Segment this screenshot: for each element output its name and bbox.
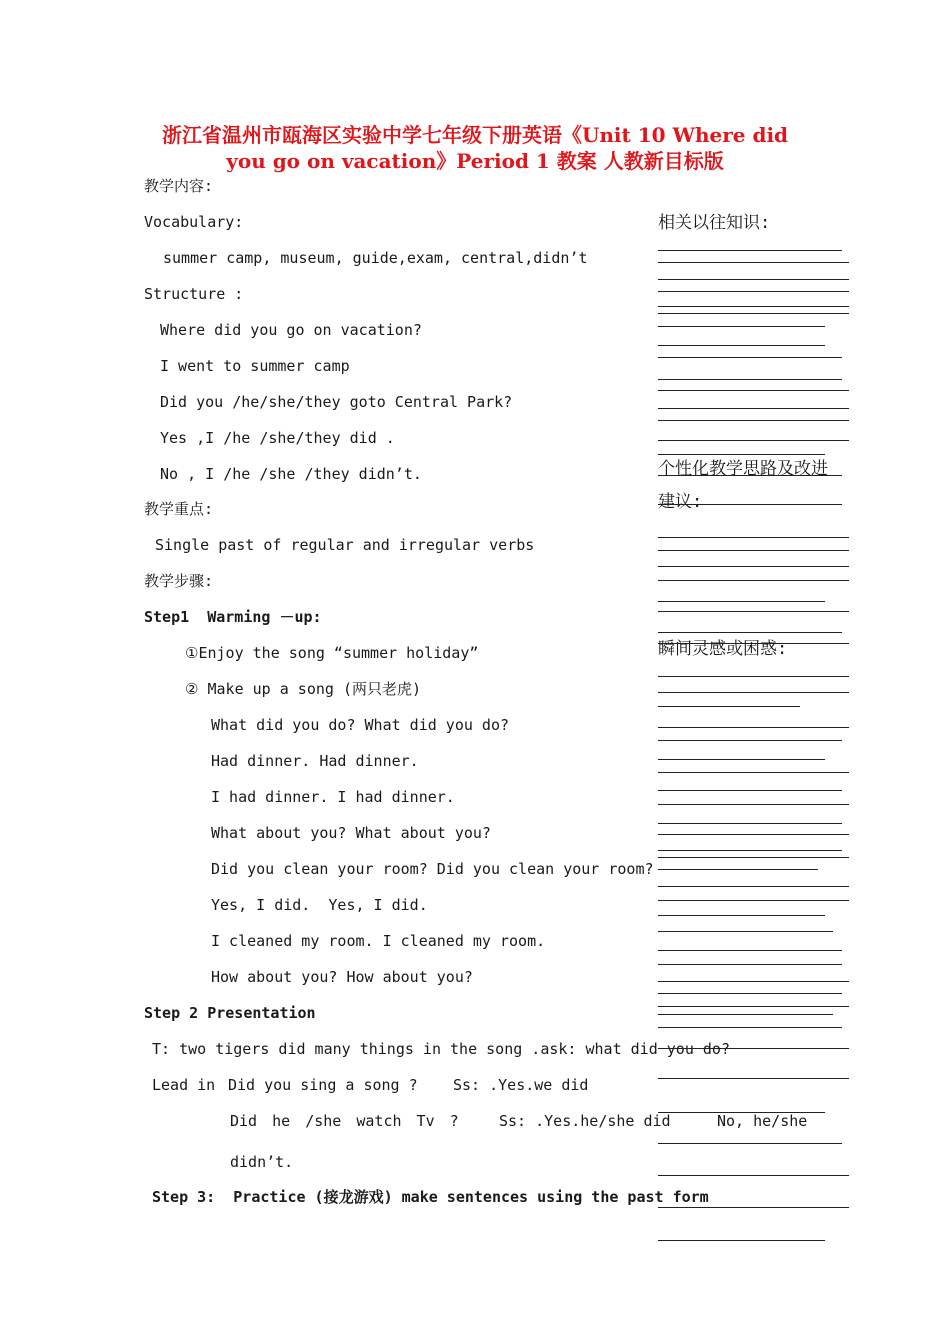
note-line bbox=[658, 1027, 842, 1028]
lead-in-answer: Ss: .Yes.he/she did bbox=[499, 1112, 671, 1130]
key-points-heading: 教学重点: bbox=[144, 500, 214, 518]
note-line bbox=[658, 454, 825, 455]
note-line bbox=[658, 408, 849, 409]
note-line bbox=[658, 1006, 849, 1007]
note-line bbox=[658, 759, 825, 760]
note-line bbox=[658, 1240, 825, 1241]
note-line bbox=[658, 804, 849, 805]
note-line bbox=[658, 504, 842, 505]
content-heading: 教学内容: bbox=[144, 177, 214, 195]
note-line bbox=[658, 740, 842, 741]
note-line bbox=[658, 834, 849, 835]
step1-item: ② Make up a song (两只老虎) bbox=[185, 680, 422, 698]
title-line-1: 浙江省温州市瓯海区实验中学七年级下册英语《Unit 10 Where did bbox=[161, 123, 789, 147]
structure-line: Where did you go on vacation? bbox=[160, 321, 422, 339]
song-line: Yes, I did. Yes, I did. bbox=[211, 896, 428, 914]
note-line bbox=[658, 981, 849, 982]
note-line bbox=[658, 869, 818, 870]
note-line bbox=[658, 279, 849, 280]
note-line bbox=[658, 950, 842, 951]
note-line bbox=[658, 1078, 849, 1079]
note-line bbox=[658, 537, 849, 538]
lead-in-answer-tail: No, he/she bbox=[717, 1112, 808, 1130]
song-line: What did you do? What did you do? bbox=[211, 716, 510, 734]
note-line bbox=[658, 900, 849, 901]
structure-line: No , I /he /she /they didn’t. bbox=[160, 465, 422, 483]
song-line: Had dinner. Had dinner. bbox=[211, 752, 419, 770]
note-line bbox=[658, 632, 842, 633]
note-line bbox=[658, 390, 849, 391]
note-line bbox=[658, 291, 849, 292]
note-line bbox=[658, 676, 849, 677]
structure-line: I went to summer camp bbox=[160, 357, 350, 375]
note-line bbox=[658, 1014, 833, 1015]
lead-in-question: Did you sing a song ? bbox=[228, 1076, 418, 1094]
note-line bbox=[658, 306, 849, 307]
inspiration-label: 瞬间灵感或困惑: bbox=[658, 639, 788, 659]
note-line bbox=[658, 1207, 849, 1208]
note-line bbox=[658, 1048, 849, 1049]
note-line bbox=[658, 931, 833, 932]
step1-title: Step1 Warming －up: bbox=[144, 608, 322, 626]
note-line bbox=[658, 1112, 825, 1113]
song-line: Did you clean your room? Did you clean your room? bbox=[211, 860, 654, 878]
song-line: What about you? What about you? bbox=[211, 824, 491, 842]
step3-title: Step 3: Practice (接龙游戏) make sentences using the past form bbox=[152, 1188, 709, 1206]
note-line bbox=[658, 550, 849, 551]
note-line bbox=[658, 611, 849, 612]
note-line bbox=[658, 915, 825, 916]
structure-line: Did you /he/she/they goto Central Park? bbox=[160, 393, 513, 411]
lead-in-answer: Ss: .Yes.we did bbox=[453, 1076, 589, 1094]
step1-item: ①Enjoy the song “summer holiday” bbox=[185, 644, 479, 662]
note-line bbox=[658, 727, 849, 728]
document-title bbox=[120, 122, 830, 174]
structure-label: Structure : bbox=[144, 285, 244, 303]
lead-in-label: Lead in bbox=[152, 1076, 216, 1094]
step2-title: Step 2 Presentation bbox=[144, 1004, 316, 1022]
note-line bbox=[658, 345, 825, 346]
note-line bbox=[658, 706, 800, 707]
note-line bbox=[658, 262, 849, 263]
title-line-2: you go on vacation》Period 1 教案 人教新目标版 bbox=[226, 149, 724, 173]
note-line bbox=[658, 601, 825, 602]
note-line bbox=[658, 250, 842, 251]
note-line bbox=[658, 643, 849, 644]
note-line bbox=[658, 857, 849, 858]
structure-line: Yes ,I /he /she/they did . bbox=[160, 429, 395, 447]
note-line bbox=[658, 440, 849, 441]
vocabulary-words: summer camp, museum, guide,exam, central,didn’t bbox=[163, 249, 588, 267]
personal-ideas-label-line1: 个性化教学思路及改进 bbox=[658, 459, 828, 479]
lead-in-question: Did he /she watch Tv ? bbox=[230, 1112, 459, 1130]
note-line bbox=[658, 692, 849, 693]
song-line: I had dinner. I had dinner. bbox=[211, 788, 455, 806]
note-line bbox=[658, 566, 849, 567]
lead-in-answer-continued: didn’t. bbox=[230, 1153, 294, 1171]
note-line bbox=[658, 313, 849, 314]
song-line: How about you? How about you? bbox=[211, 968, 473, 986]
note-line bbox=[658, 1175, 849, 1176]
note-line bbox=[658, 823, 842, 824]
note-line bbox=[658, 850, 842, 851]
note-line bbox=[658, 1143, 842, 1144]
steps-heading: 教学步骤: bbox=[144, 572, 214, 590]
note-line bbox=[658, 886, 849, 887]
note-line bbox=[658, 790, 842, 791]
note-line bbox=[658, 379, 842, 380]
note-line bbox=[658, 580, 849, 581]
presentation-line: T: two tigers did many things in the song .ask: what did you do? bbox=[152, 1040, 730, 1058]
note-line bbox=[658, 993, 842, 994]
note-line bbox=[658, 326, 825, 327]
song-line: I cleaned my room. I cleaned my room. bbox=[211, 932, 546, 950]
note-line bbox=[658, 420, 849, 421]
note-line bbox=[658, 357, 842, 358]
prior-knowledge-label: 相关以往知识: bbox=[658, 213, 771, 233]
note-line bbox=[658, 772, 849, 773]
note-line bbox=[658, 964, 842, 965]
key-points-text: Single past of regular and irregular verbs bbox=[155, 536, 535, 554]
vocabulary-label: Vocabulary: bbox=[144, 213, 244, 231]
note-line bbox=[658, 475, 842, 476]
personal-ideas-label-line2: 建议: bbox=[658, 492, 703, 512]
